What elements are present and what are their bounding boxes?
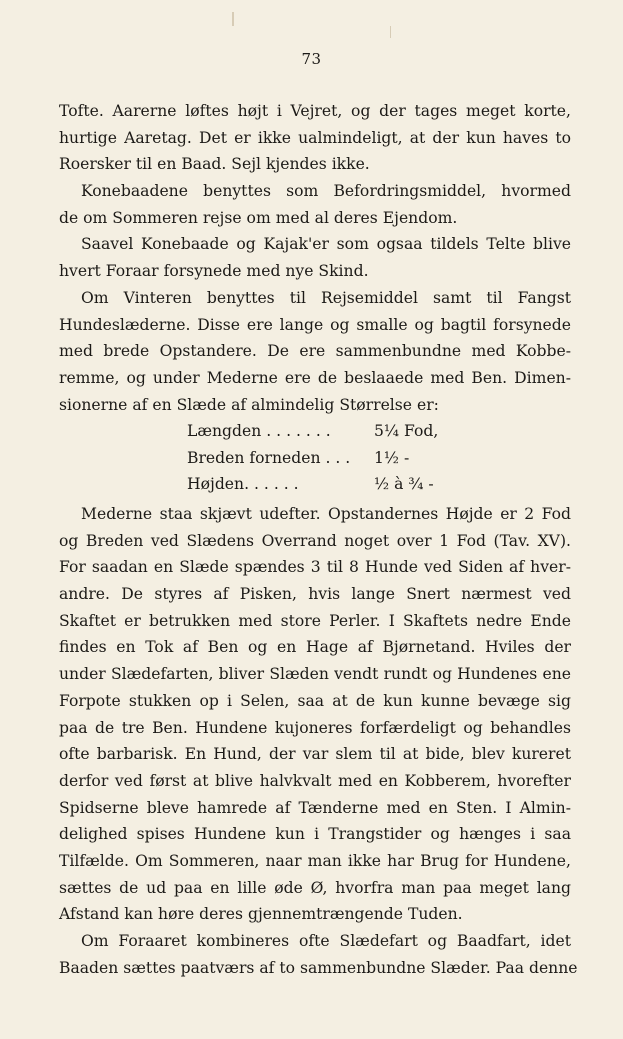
dimension-table [187,418,467,498]
text-line: findes en Tok af Ben og en Hage af Bjørnetand. Hviles der [59,638,571,657]
text-line: Om Foraaret kombineres ofte Slædefart og Baadfart, idet [81,932,571,950]
text-line: Om Vinteren benyttes til Rejsemiddel samt til Fangst [81,288,571,307]
text-line: og Breden ved Slædens Overrand noget over 1 Fod (Tav. XV). [59,531,571,550]
text-line: sionerne af en Slæde af almindelig Størrelse er: [59,395,439,414]
text-line: hvert Foraar forsynede med nye Skind. [59,262,369,281]
text-line: Mederne staa skjævt udefter. Opstandernes Højde er 2 Fod [81,505,571,523]
text-line: Forpote stukken op i Selen, saa at de kun kunne bevæge sig [59,691,571,710]
text-line: hurtige Aaretag. Det er ikke ualmindeligt, at der kun haves to [59,128,571,147]
text-line: Konebaadene benyttes som Befordringsmiddel, hvormed [81,182,571,201]
dimension-label: Længden . . . . . . . [187,422,331,440]
paper-mark [232,12,234,26]
dimension-label: Breden forneden . . . [187,448,351,467]
text-line: Afstand kan høre deres gjennemtrængende Tuden. [59,905,463,924]
page-number: 73 [301,50,322,68]
text-line: delighed spises Hundene kun i Trangstider og hænges i saa [59,825,571,844]
dimension-value: ½ à ¾ - [374,475,434,494]
text-line: Roersker til en Baad. Sejl kjendes ikke. [59,155,370,174]
text-line: For saadan en Slæde spændes 3 til 8 Hunde ved Siden af hver- [59,558,571,577]
dimension-value: 1½ - [374,448,410,467]
paragraphs-bottom [59,501,578,981]
text-line: sættes de ud paa en lille øde Ø, hvorfra man paa meget lang [59,878,571,897]
dimension-row [187,418,467,445]
text-line: Tofte. Aarerne løftes højt i Vejret, og der tages meget korte, [59,102,571,120]
text-line: med brede Opstandere. De ere sammenbundne med Kobbe- [59,342,571,361]
text-line: Hundeslæderne. Disse ere lange og smalle og bagtil forsynede [59,315,571,334]
text-line: ofte barbarisk. En Hund, der var slem til at bide, blev kureret [59,745,571,764]
text-line: remme, og under Mederne ere de beslaaede med Ben. Dimen- [59,368,571,387]
text-line: derfor ved først at blive halvkvalt med en Kobberem, hvorefter [59,771,571,790]
dimension-value: 5¼ Fod, [374,422,439,440]
text-line: de om Sommeren rejse om med al deres Ejendom. [59,208,458,227]
text-line: paa de tre Ben. Hundene kujoneres forfærdeligt og behandles [59,718,571,737]
text-line: Baaden sættes paatværs af to sammenbundne Slæder. Paa denne [59,958,578,977]
text-line: under Slædefarten, bliver Slæden vendt rundt og Hundenes ene [59,665,571,684]
dimension-label: Højden. . . . . . [187,475,299,494]
text-line: Skaftet er betrukken med store Perler. I Skaftets nedre Ende [59,611,571,630]
dimension-row [187,471,467,498]
paragraphs-top [59,98,571,418]
text-line: andre. De styres af Pisken, hvis lange Snert nærmest ved [59,585,571,604]
text-line: Saavel Konebaade og Kajak'er som ogsaa tildels Telte blive [81,235,571,254]
text-line: Tilfælde. Om Sommeren, naar man ikke har Brug for Hundene, [59,851,571,870]
text-line: Spidserne bleve hamrede af Tænderne med en Sten. I Almin- [59,798,571,817]
dimension-row [187,445,467,472]
paper-mark [390,26,391,38]
